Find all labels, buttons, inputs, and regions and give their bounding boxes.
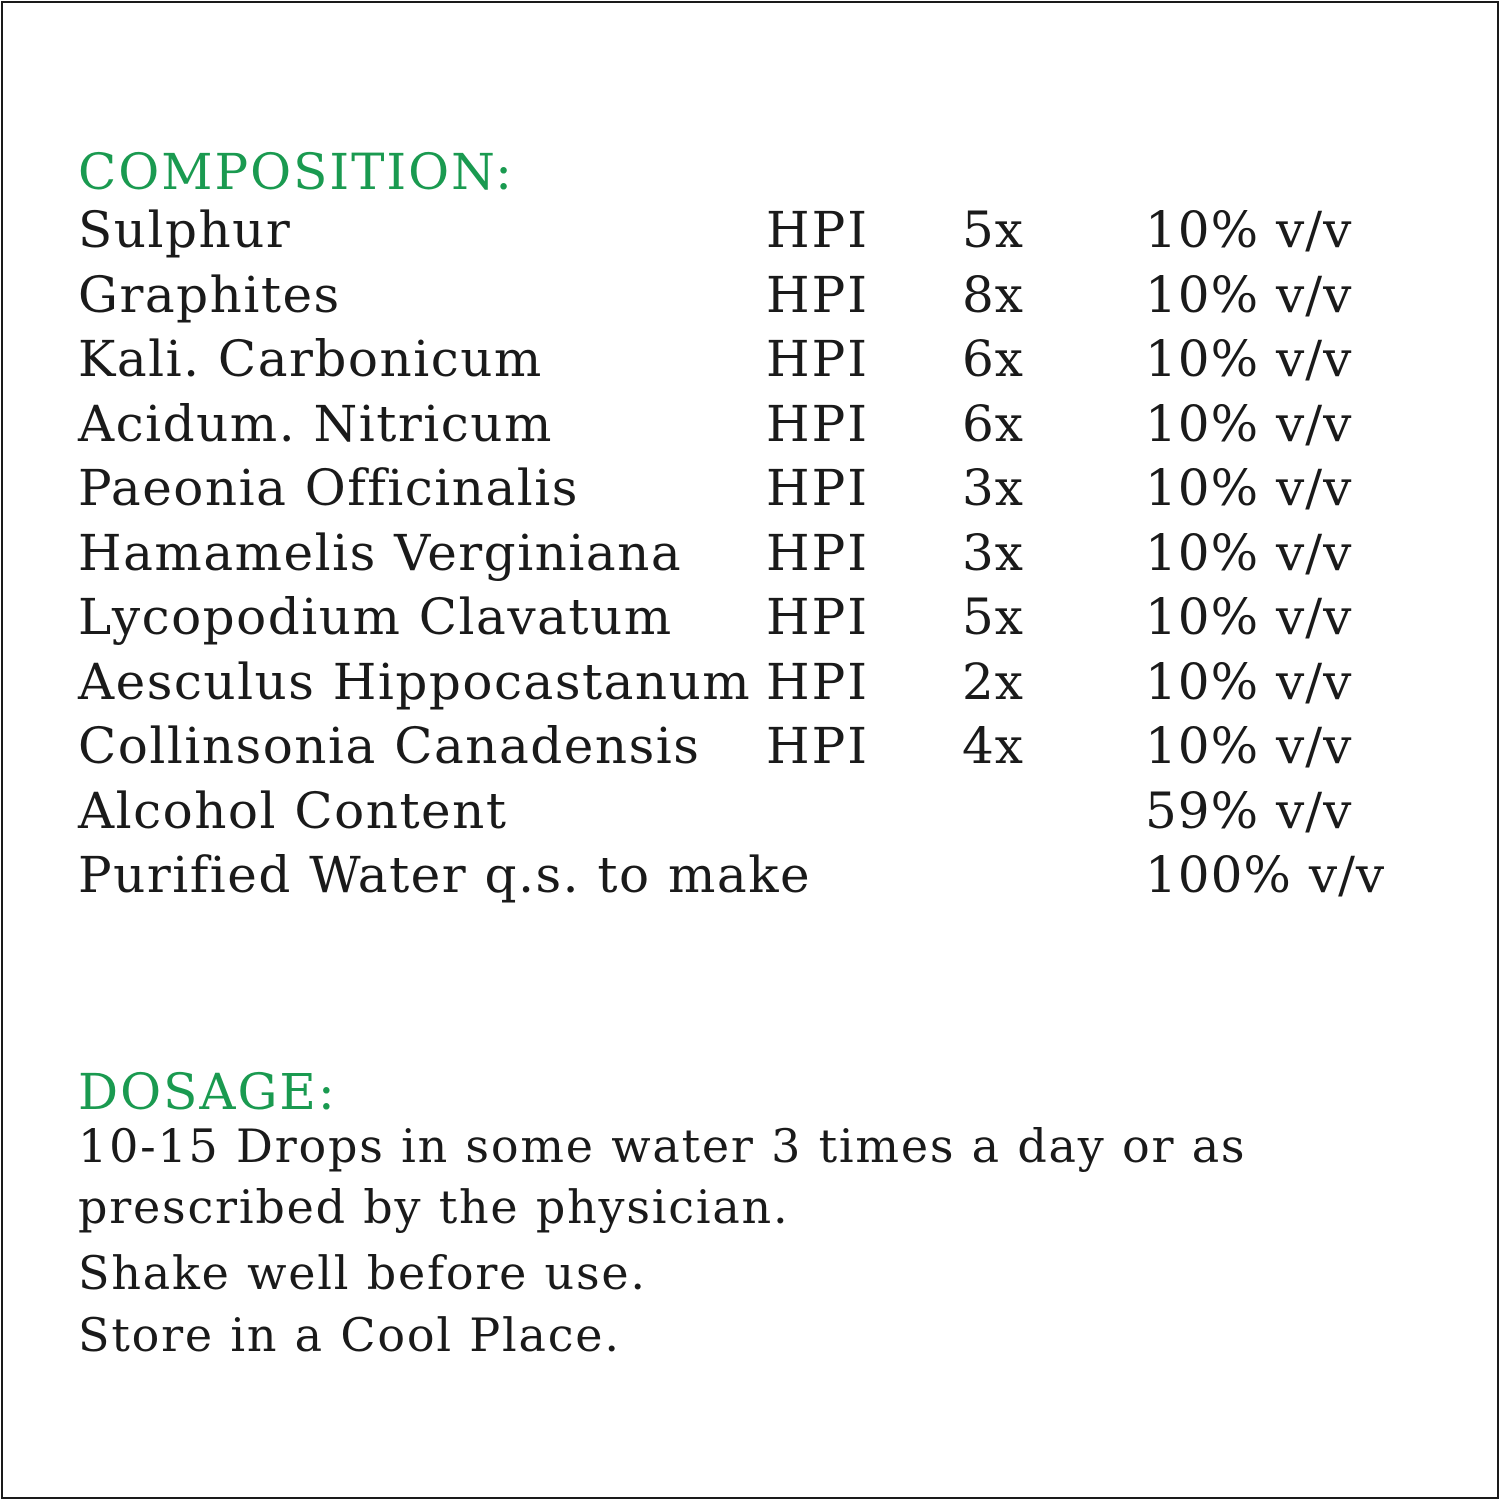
ingredient-standard: HPI [766, 523, 869, 582]
ingredient-quantity: 10% v/v [1145, 265, 1353, 324]
ingredient-name: Kali. Carbonicum [78, 330, 543, 388]
composition-row [0, 456, 1504, 521]
ingredient-standard: HPI [766, 588, 869, 646]
ingredient-quantity: 10% v/v [1145, 652, 1353, 711]
composition-row [0, 650, 1504, 715]
ingredient-potency: 3x [962, 459, 1025, 517]
composition-row [0, 843, 1504, 908]
ingredient-standard: HPI [766, 652, 869, 711]
ingredient-standard: HPI [766, 265, 869, 324]
ingredient-potency: 2x [962, 652, 1025, 711]
ingredient-name: Paeonia Officinalis [78, 459, 579, 517]
ingredient-name: Graphites [78, 265, 341, 324]
ingredient-potency: 6x [962, 394, 1025, 453]
composition-heading: COMPOSITION: [78, 143, 514, 201]
ingredient-quantity: 10% v/v [1145, 394, 1353, 453]
ingredient-quantity: 10% v/v [1145, 330, 1353, 388]
ingredient-potency: 8x [962, 265, 1025, 324]
ingredient-name: Alcohol Content [78, 781, 508, 840]
composition-row [0, 392, 1504, 457]
ingredient-quantity: 10% v/v [1145, 717, 1353, 775]
dosage-heading: DOSAGE: [78, 1063, 337, 1121]
ingredient-name: Purified Water q.s. to make [78, 846, 812, 904]
ingredient-name: Hamamelis Verginiana [78, 523, 683, 582]
dosage-instructions: 10-15 Drops in some water 3 times a day or as prescribed by the physician. [78, 1119, 1247, 1234]
ingredient-standard: HPI [766, 330, 869, 388]
ingredient-standard: HPI [766, 201, 869, 259]
composition-row [0, 779, 1504, 844]
ingredient-potency: 3x [962, 523, 1025, 582]
ingredient-quantity: 10% v/v [1145, 588, 1353, 646]
composition-row [0, 263, 1504, 328]
ingredient-name: Lycopodium Clavatum [78, 588, 673, 646]
composition-row [0, 714, 1504, 779]
ingredient-quantity: 10% v/v [1145, 201, 1353, 259]
shake-note: Shake well before use. [78, 1246, 647, 1300]
ingredient-name: Aesculus Hippocastanum [78, 652, 752, 711]
storage-note: Store in a Cool Place. [78, 1308, 621, 1362]
ingredient-name: Sulphur [78, 201, 292, 259]
ingredient-standard: HPI [766, 394, 869, 453]
ingredient-potency: 4x [962, 717, 1025, 775]
ingredient-potency: 6x [962, 330, 1025, 388]
ingredient-quantity: 100% v/v [1145, 846, 1386, 904]
ingredient-quantity: 59% v/v [1145, 781, 1353, 840]
ingredient-quantity: 10% v/v [1145, 459, 1353, 517]
ingredient-quantity: 10% v/v [1145, 523, 1353, 582]
ingredient-name: Acidum. Nitricum [78, 394, 553, 453]
ingredient-name: Collinsonia Canadensis [78, 717, 701, 775]
composition-table [0, 198, 1504, 908]
ingredient-standard: HPI [766, 459, 869, 517]
composition-row [0, 198, 1504, 263]
composition-row [0, 521, 1504, 586]
composition-row [0, 585, 1504, 650]
composition-row [0, 327, 1504, 392]
ingredient-potency: 5x [962, 588, 1025, 646]
ingredient-standard: HPI [766, 717, 869, 775]
ingredient-potency: 5x [962, 201, 1025, 259]
